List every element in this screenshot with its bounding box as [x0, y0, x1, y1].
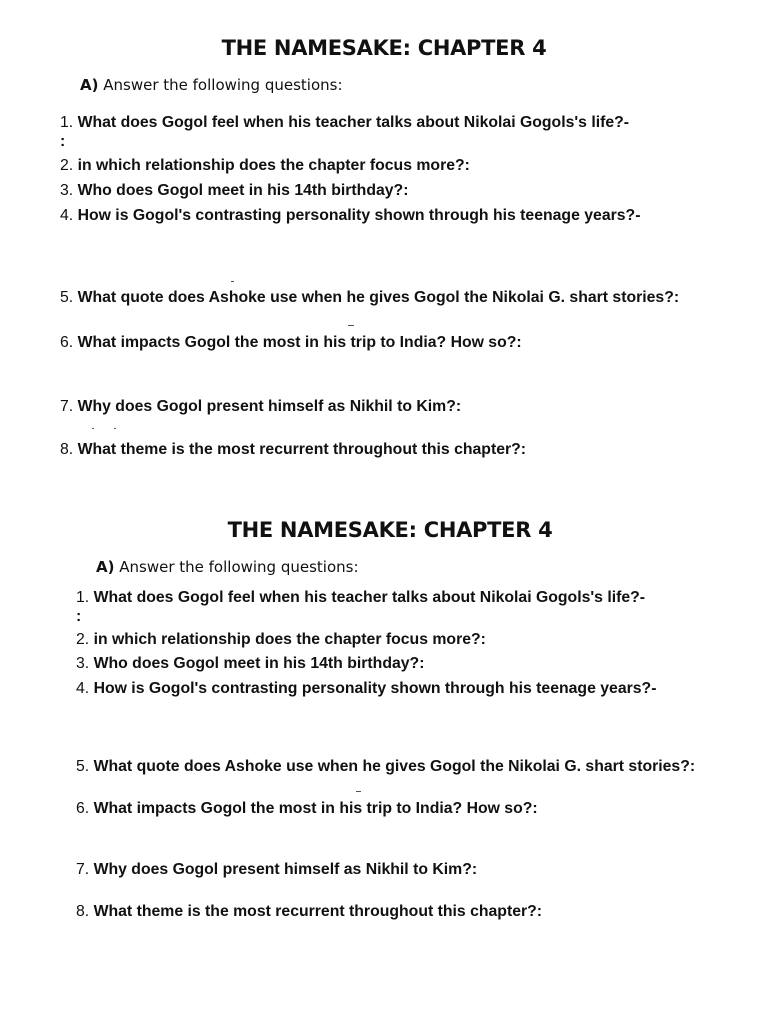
question-text: in which relationship does the chapter focus more?:	[77, 157, 470, 174]
question-text: What impacts Gogol the most in his trip to India? How so?:	[93, 800, 538, 817]
speck-mark	[231, 281, 234, 282]
question-5	[76, 757, 716, 776]
question-number: 4.	[76, 680, 90, 697]
question-text: How is Gogol's contrasting personality shown through his teenage years?-	[77, 207, 641, 224]
question-number: 3.	[60, 182, 74, 199]
question-6	[76, 799, 716, 818]
question-4	[76, 679, 716, 698]
question-3	[60, 181, 720, 200]
question-number: 7.	[60, 398, 74, 415]
speck-mark	[92, 428, 94, 429]
section-heading	[96, 558, 359, 576]
question-text: What theme is the most recurrent throughout this chapter?:	[93, 903, 543, 920]
question-number: 7.	[76, 861, 90, 878]
question-2	[76, 630, 716, 649]
question-5	[60, 288, 720, 307]
question-text: What theme is the most recurrent throughout this chapter?:	[77, 441, 527, 458]
question-number: 6.	[60, 334, 74, 351]
section-letter: A)	[96, 558, 115, 576]
question-7	[76, 860, 716, 879]
section-heading	[80, 76, 343, 94]
question-text: What does Gogol feel when his teacher talks about Nikolai Gogols's life?- :	[76, 589, 646, 625]
speck-mark	[348, 325, 354, 326]
question-3	[76, 654, 716, 673]
worksheet-title: THE NAMESAKE: CHAPTER 4	[227, 518, 553, 542]
question-number: 1.	[76, 589, 90, 606]
question-4	[60, 206, 720, 225]
question-text: How is Gogol's contrasting personality shown through his teenage years?-	[93, 680, 657, 697]
question-number: 8.	[76, 903, 90, 920]
question-text: What impacts Gogol the most in his trip to India? How so?:	[77, 334, 522, 351]
question-text: Why does Gogol present himself as Nikhil to Kim?:	[77, 398, 462, 415]
question-number: 1.	[60, 114, 74, 131]
question-text: Why does Gogol present himself as Nikhil to Kim?:	[93, 861, 478, 878]
speck-mark	[114, 428, 116, 429]
question-7	[60, 397, 720, 416]
question-text: Who does Gogol meet in his 14th birthday?:	[77, 182, 409, 199]
speck-mark	[356, 791, 361, 792]
question-1	[76, 588, 716, 626]
question-text: Who does Gogol meet in his 14th birthday?:	[93, 655, 425, 672]
question-text: in which relationship does the chapter focus more?:	[93, 631, 486, 648]
question-8	[60, 440, 720, 459]
question-number: 2.	[76, 631, 90, 648]
section-label: Answer the following questions:	[103, 76, 343, 94]
question-text: What quote does Ashoke use when he gives Gogol the Nikolai G. shart stories?:	[77, 289, 680, 306]
question-text: What quote does Ashoke use when he gives Gogol the Nikolai G. shart stories?:	[93, 758, 696, 775]
question-number: 6.	[76, 800, 90, 817]
question-number: 8.	[60, 441, 74, 458]
question-8	[76, 902, 716, 921]
question-number: 4.	[60, 207, 74, 224]
question-number: 3.	[76, 655, 90, 672]
question-1	[60, 113, 720, 151]
question-number: 2.	[60, 157, 74, 174]
worksheet-title: THE NAMESAKE: CHAPTER 4	[221, 36, 547, 60]
question-number: 5.	[60, 289, 74, 306]
question-6	[60, 333, 720, 352]
question-2	[60, 156, 720, 175]
section-label: Answer the following questions:	[119, 558, 359, 576]
question-number: 5.	[76, 758, 90, 775]
question-text: What does Gogol feel when his teacher talks about Nikolai Gogols's life?- :	[60, 114, 630, 150]
section-letter: A)	[80, 76, 99, 94]
